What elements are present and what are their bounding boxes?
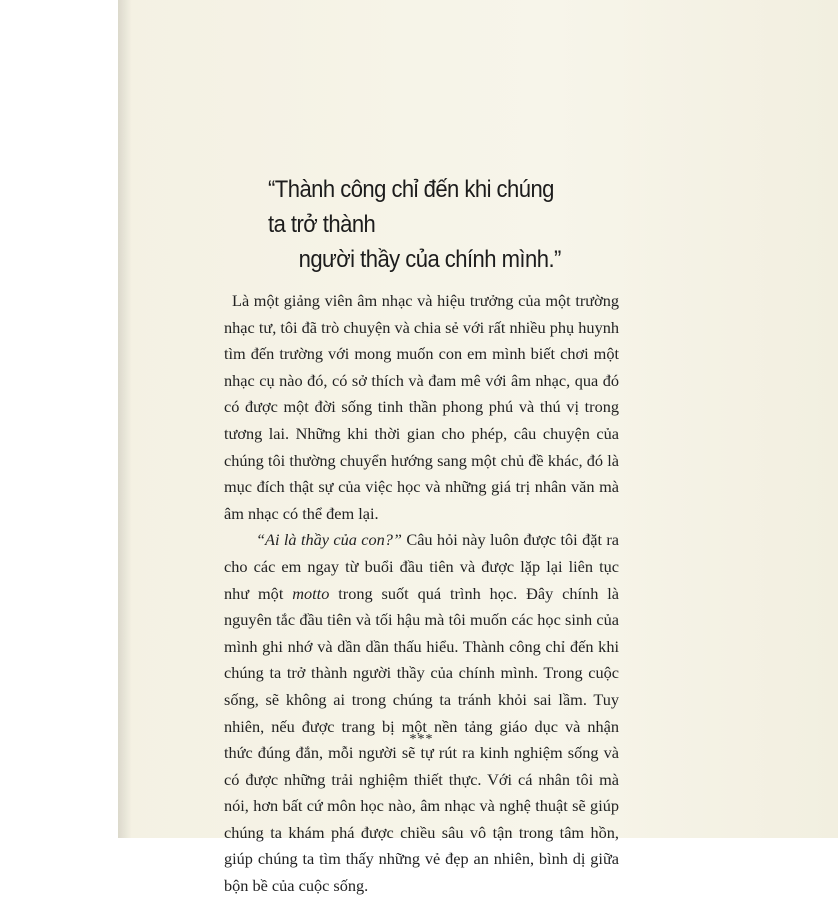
paragraph-1: Là một giảng viên âm nhạc và hiệu trưởng của một trường nhạc tư, tôi đã trò chuyện và chia sẻ với rất nhiều phụ huynh tìm đến trường với mong muốn con em mình biết chơi một nhạc cụ nào đó, có sở thích và đam mê với âm nhạc, qua đó có được một đời sống tinh thần phong phú và thú vị trong tương lai. Những khi thời gian cho phép, câu chuyện của chúng tôi thường chuyển hướng sang một chủ đề khác, đó là mục đích thật sự của việc học và những giá trị nhân văn mà âm nhạc có thể đem lại. — [224, 291, 619, 523]
section-separator: *** — [409, 732, 434, 747]
quote-question: “Ai là thầy của con?” — [256, 530, 402, 550]
heading-line-1: “Thành công chỉ đến khi chúng ta trở thành — [268, 176, 554, 238]
body-text — [224, 288, 619, 900]
spine-shadow — [118, 0, 132, 838]
heading-line-2: người thầy của chính mình.” — [298, 246, 561, 273]
motto-word: motto — [292, 583, 330, 603]
paragraph-2-part-2: trong suốt quá trình học. Đây chính là nguyên tắc đầu tiên và tối hậu mà tôi muốn các học sinh của mình ghi nhớ và dần dần thấu hiểu. Thành công chỉ đến khi chúng ta trở thành người thầy của chính mình. Trong cuộc sống, sẽ không ai trong chúng ta tránh khỏi sai lầm. Tuy nhiên, nếu được trang bị một nền tảng giáo dục và nhận thức đúng đắn, mỗi người sẽ tự rút ra kinh nghiệm sống và có được những trải nghiệm thiết thực. Với cá nhân tôi mà nói, hơn bất cứ môn học nào, âm nhạc và nghệ thuật sẽ giúp chúng ta khám phá được chiều sâu vô tận trong tâm hồn, giúp chúng ta tìm thấy những vẻ đẹp an nhiên, bình dị giữa bộn bề của cuộc sống. — [224, 583, 619, 896]
paragraph-2-part-1: Câu hỏi này luôn được tôi đặt ra cho các em ngay từ buổi đầu tiên và được lặp lại liên tục như một — [224, 530, 619, 603]
pull-quote-heading — [268, 172, 574, 277]
paragraph-2 — [224, 527, 619, 899]
